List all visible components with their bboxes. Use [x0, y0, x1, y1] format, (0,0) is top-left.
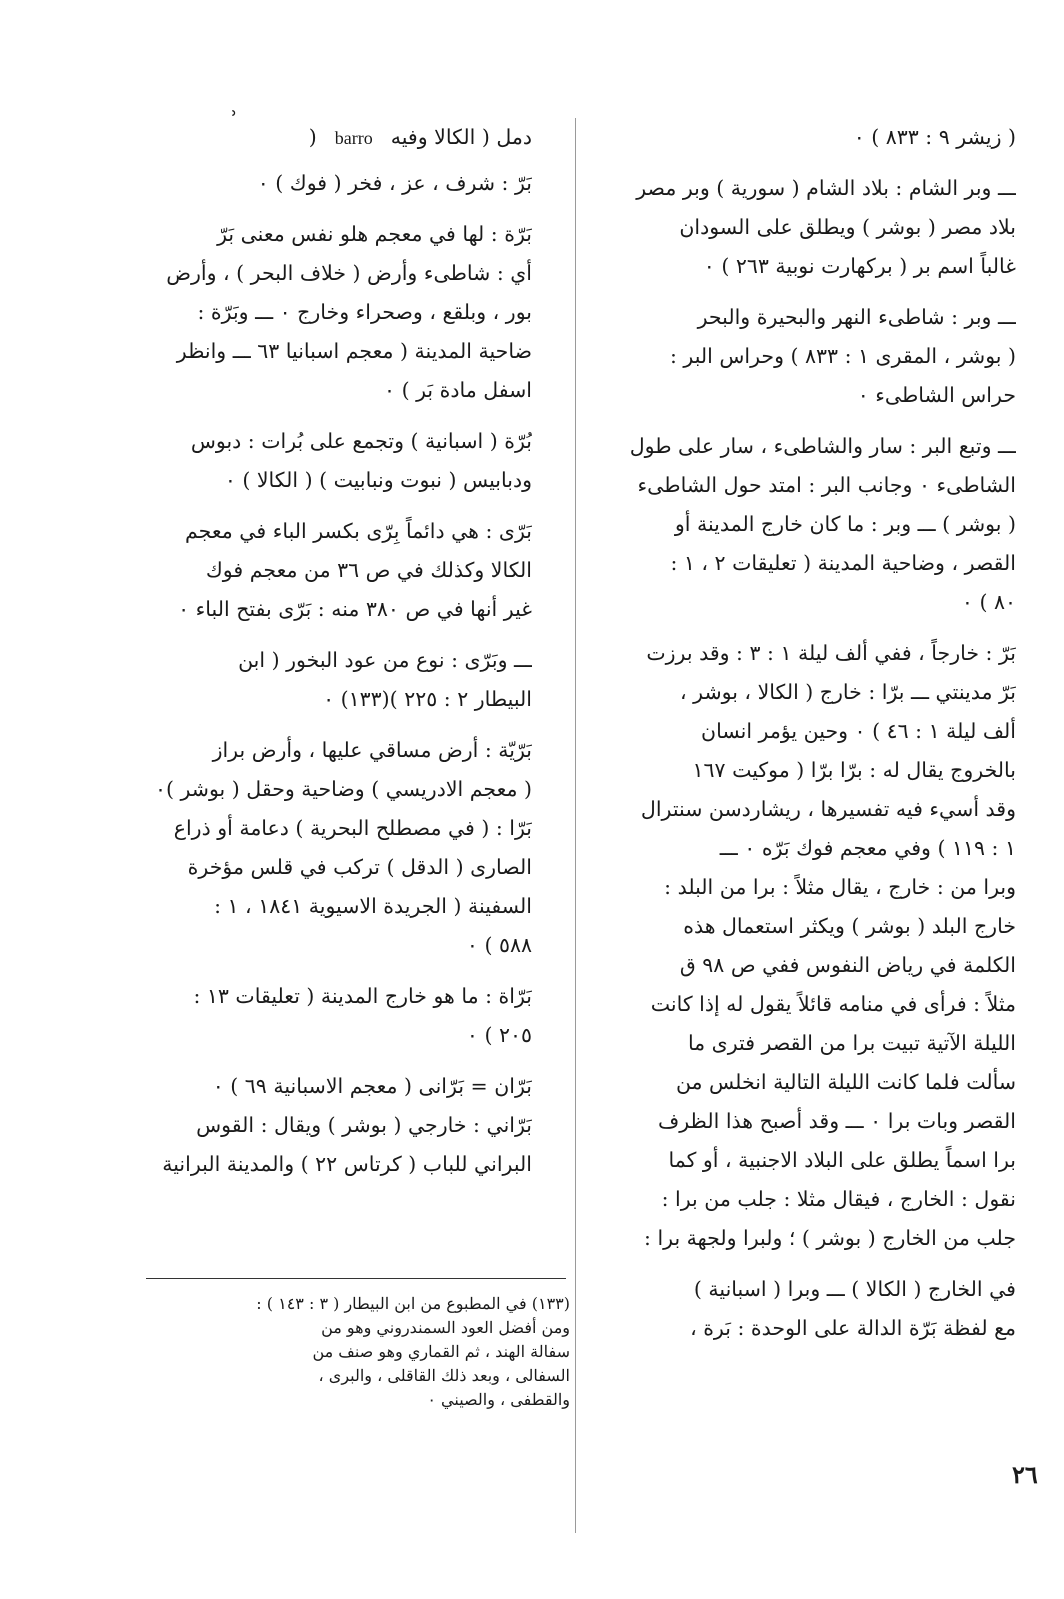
- text-line: الشاطىء ٠ وجانب البر : امتد حول الشاطىء: [637, 473, 1016, 497]
- text-line: بَرّ مدينتي ـــ برّا : خارج ( الكالا ، بوشر ،: [680, 680, 1016, 704]
- text-line: برا اسماً يطلق على البلاد الاجنبية ، أو كما: [668, 1148, 1016, 1172]
- column-divider: [575, 118, 576, 1533]
- footnote-line: سفالة الهند ، ثم القماري وهو صنف من: [312, 1342, 570, 1361]
- text-line: البيطار ٢ : ٢٢٥ )(١٣٣) ٠: [323, 687, 532, 711]
- text-line: سألت فلما كانت الليلة التالية انخلس من: [675, 1070, 1016, 1094]
- text-line: بَرّيّة : أرض مساقي عليها ، وأرض براز: [212, 738, 532, 762]
- entry: [126, 731, 532, 809]
- head-arabic: دمل ( الكالا وفيه: [390, 125, 532, 149]
- text-line: ٥٨٨ ) ٠: [466, 933, 532, 957]
- text-line: ـــ وبر : شاطىء النهر والبحيرة والبحر: [697, 305, 1016, 329]
- right-column: [612, 118, 1016, 1360]
- text-line: وقد أسيء فيه تفسيرها ، ريشاردسن سنترال: [640, 797, 1016, 821]
- text-line: غالباً اسم بر ( بركهارت نوبية ٢٦٣ ) ٠: [703, 254, 1016, 278]
- left-column: [126, 118, 532, 1184]
- paragraph: [612, 298, 1016, 415]
- text-line: جلب من الخارج ( بوشر ) ؛ ولبرا ولجهة برا :: [644, 1226, 1016, 1250]
- text-line: بَرّاة : ما هو خارج المدينة ( تعليقات ١٣ :: [193, 984, 532, 1008]
- text-line: بَرّا : ( في مصطلح البحرية ) دعامة أو ذراع: [173, 816, 532, 840]
- text-line: القصر ، وضاحية المدينة ( تعليقات ٢ ، ١ :: [670, 551, 1016, 575]
- text-line: الليلة الآتية تبيت برا من القصر فترى ما: [687, 1031, 1016, 1055]
- text-line: اسفل مادة بَر ) ٠: [384, 378, 532, 402]
- text-line: غير أنها في ص ٣٨٠ منه : بَرّى بفتح الباء ٠: [178, 597, 532, 621]
- paragraph: [612, 427, 1016, 622]
- text-line: ١ : ١١٩ ) وفي معجم فوك بَرّه ٠ ـــ: [719, 836, 1016, 860]
- entry: [126, 422, 532, 500]
- footnote-line: السفالى ، وبعد ذلك القاقلى ، والبرى ،: [318, 1366, 570, 1385]
- text-line: الصارى ( الدقل ) تركب في قلس مؤخرة: [187, 855, 532, 879]
- paragraph: [612, 118, 1016, 157]
- text-line: بَرّى : هي دائماً بِرّى بكسر الباء في معجم: [185, 519, 532, 543]
- text-line: ( زيشر ٩ : ٨٣٣ ) ٠: [853, 125, 1016, 149]
- text-line: مثلاً : فرأى في منامه قائلاً يقول له إذا كانت: [650, 992, 1016, 1016]
- text-line: ( معجم الادريسي ) وضاحية وحقل ( بوشر )٠: [154, 777, 532, 801]
- paragraph: [612, 169, 1016, 286]
- head-mark: (: [308, 125, 317, 149]
- text-line: ٨٠ ) ٠: [961, 590, 1016, 614]
- text-line: ـــ وبر الشام : بلاد الشام ( سورية ) وبر مصر: [636, 176, 1016, 200]
- text-line: بَرّان = بَرّانى ( معجم الاسبانية ٦٩ ) ٠: [212, 1074, 532, 1098]
- text-line: بلاد مصر ( بوشر ) ويطلق على السودان: [679, 215, 1016, 239]
- text-line: ( بوشر ، المقرى ١ : ٨٣٣ ) وحراس البر :: [669, 344, 1016, 368]
- text-line: في الخارج ( الكالا ) ـــ وبرا ( اسبانية ): [693, 1277, 1016, 1301]
- footnote-rule: [146, 1278, 566, 1279]
- entry: [126, 1067, 532, 1184]
- text-line: بَرّة : لها في معجم هلو نفس معنى بَرّ: [217, 222, 532, 246]
- paragraph: [612, 1270, 1016, 1348]
- footnote-line: (١٣٣) في المطبوع من ابن البيطار ( ٣ : ١٤٣ ) :: [256, 1294, 570, 1313]
- text-line: ودبابيس ( نبوت ونبابيت ) ( الكالا ) ٠: [224, 468, 532, 492]
- text-line: بالخروج يقال له : برّا برّا ( موكيت ١٦٧: [692, 758, 1016, 782]
- entry: [126, 809, 532, 965]
- text-line: بُرّة ( اسبانية ) وتجمع على بُرات : دبوس: [190, 429, 532, 453]
- text-line: الكلمة في رياض النفوس ففي ص ٩٨ ق: [679, 953, 1016, 977]
- entry: [126, 977, 532, 1055]
- text-line: نقول : الخارج ، فيقال مثلا : جلب من برا :: [661, 1187, 1016, 1211]
- text-line: بَرّ : خارجاً ، ففي ألف ليلة ١ : ٣ : وقد برزت: [646, 641, 1016, 665]
- text-line: السفينة ( الجريدة الاسيوية ١٨٤١ ، ١ :: [214, 894, 532, 918]
- entry: [126, 641, 532, 719]
- text-line: خارج البلد ( بوشر ) ويكثر استعمال هذه: [683, 914, 1016, 938]
- text-line: ـــ وتبع البر : سار والشاطىء ، سار على طول: [629, 434, 1016, 458]
- text-line: أي : شاطىء وأرض ( خلاف البحر ) ، وأرض: [166, 261, 532, 285]
- page-number: ٢٦: [1012, 1460, 1038, 1489]
- entry: [126, 512, 532, 629]
- footnote-line: والقطفى ، والصيني ٠: [427, 1390, 570, 1409]
- text-line: بور ، وبلقع ، وصحراء وخارج ٠ ـــ وبَرّة :: [197, 300, 532, 324]
- continuation-line: [126, 118, 532, 158]
- entry: [126, 164, 532, 203]
- text-line: الكالا وكذلك في ص ٣٦ من معجم فوك: [205, 558, 532, 582]
- text-line: البراني للباب ( كرتاس ٢٢ ) والمدينة البرانية: [162, 1152, 532, 1176]
- footnote: [126, 1292, 570, 1412]
- text-line: بَرّاني : خارجي ( بوشر ) ويقال : القوس: [196, 1113, 532, 1137]
- text-line: ٢٠٥ ) ٠: [466, 1023, 532, 1047]
- paragraph: [612, 634, 1016, 1258]
- text-line: ـــ وبَرّى : نوع من عود البخور ( ابن: [238, 648, 532, 672]
- text-line: حراس الشاطىء ٠: [857, 383, 1016, 407]
- text-line: القصر وبات برا ٠ ـــ وقد أصبح هذا الظرف: [658, 1109, 1016, 1133]
- text-line: مع لفظة بَرّة الدالة على الوحدة : بَرة ،: [690, 1316, 1016, 1340]
- text-line: ( بوشر ) ـــ وبر : ما كان خارج المدينة أو: [674, 512, 1016, 536]
- text-line: ضاحية المدينة ( معجم اسبانيا ٦٣ ـــ وانظر: [176, 339, 532, 363]
- text-line: وبرا من : خارج ، يقال مثلاً : برا من البلد :: [664, 875, 1016, 899]
- text-line: بَرّ : شرف ، عز ، فخر ( فوك ) ٠: [257, 171, 532, 195]
- text-line: ألف ليلة ١ : ٤٦ ) ٠ وحين يؤمر انسان: [701, 719, 1016, 743]
- entry: [126, 215, 532, 410]
- footnote-line: ومن أفضل العود السمندروني وهو من: [321, 1318, 570, 1337]
- head-latin-word: barro: [334, 128, 373, 148]
- marginal-mark: ʾ: [231, 108, 238, 133]
